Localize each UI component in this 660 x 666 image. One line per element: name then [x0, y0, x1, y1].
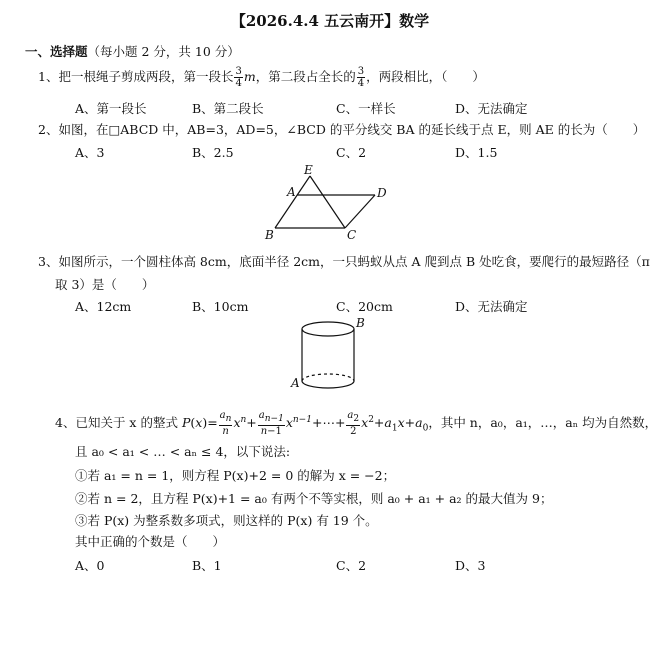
- section-note: （每小题 2 分，共 10 分）: [87, 44, 240, 59]
- q4-polynomial: P(x)= $\frac{a_n}{n}$ $x^n+$ $\frac{a_{n-1}}{n-1}$ $x^{n-1}+\cdots+$ $\frac{a_2}{2}$ $x^2+a_1x+a_0$: [181, 410, 429, 437]
- q3-option-c: C、20cm: [336, 299, 393, 314]
- q1-option-d: D、无法确定: [455, 101, 528, 116]
- q1-text-part3: ，两段相比，（ ）: [366, 69, 485, 84]
- parallelogram-figure: [255, 163, 395, 243]
- q1-text-part1: 1、把一根绳子剪成两段，第一段长: [38, 69, 234, 84]
- label-b: B: [265, 228, 274, 242]
- q1-unit: m: [243, 69, 256, 84]
- segment-ec: [310, 176, 345, 228]
- label-e: E: [304, 163, 313, 177]
- q2-option-a: A、3: [75, 145, 105, 160]
- q4-option-d: D、3: [455, 558, 486, 573]
- cylinder-bottom-back: [302, 374, 354, 381]
- question-4-line1: [55, 410, 657, 437]
- question-3-line2: 取 3）是（ ）: [55, 277, 155, 292]
- label-a: A: [287, 185, 296, 199]
- q4-poly-tail: ，其中 n，a₀，a₁，…，aₙ 均为自然数，: [428, 415, 658, 430]
- question-1: [38, 66, 485, 89]
- segment-dc: [345, 195, 375, 228]
- question-2: 2、如图，在□ABCD 中，AB=3，AD=5，∠BCD 的平分线交 BA 的延长线于点 E，则 AE 的长为（ ）: [38, 122, 646, 137]
- q1-fraction-ratio: [357, 66, 365, 89]
- q3-option-b: B、10cm: [192, 299, 249, 314]
- segment-be: [275, 176, 310, 228]
- q1-text-part2: ，第二段占全长的: [255, 69, 356, 84]
- q4-option-c: C、2: [336, 558, 367, 573]
- label-c: C: [347, 228, 357, 242]
- q2-option-d: D、1.5: [455, 145, 498, 160]
- q1-fraction-length: [234, 66, 242, 89]
- cylinder-bottom-front: [302, 381, 354, 388]
- section-label: 一、选择题: [25, 44, 88, 59]
- q4-statement-3: ③若 P(x) 为整系数多项式，则这样的 P(x) 有 19 个。: [75, 513, 378, 528]
- label-b: B: [356, 316, 365, 330]
- q1-option-a: A、第一段长: [75, 101, 147, 116]
- q1-option-b: B、第二段长: [192, 101, 264, 116]
- label-a: A: [291, 376, 300, 390]
- q1-option-c: C、一样长: [336, 101, 396, 116]
- q1-frac1-num: 3: [235, 66, 242, 77]
- question-3-line1: 3、如图所示，一个圆柱体高 8cm，底面半径 2cm，一只蚂蚁从点 A 爬到点 B 处吃食，要爬行的最短路径（π: [38, 254, 650, 269]
- q2-option-b: B、2.5: [192, 145, 234, 160]
- label-d: D: [377, 186, 387, 200]
- q3-option-a: A、12cm: [75, 299, 132, 314]
- cylinder-figure: [290, 315, 370, 395]
- q4-question: 其中正确的个数是（ ）: [75, 534, 226, 549]
- q4-option-b: B、1: [192, 558, 222, 573]
- q4-lead: 4、已知关于 x 的整式: [55, 415, 178, 430]
- cylinder-top: [302, 322, 354, 336]
- q2-option-c: C、2: [336, 145, 367, 160]
- question-4-line2: 且 a₀ < a₁ < … < aₙ ≤ 4，以下说法:: [75, 444, 291, 459]
- q4-statement-1: ①若 a₁ = n = 1，则方程 P(x)+2 = 0 的解为 x = −2；: [75, 468, 396, 483]
- q4-option-a: A、0: [75, 558, 105, 573]
- q1-frac2-num: 3: [357, 66, 365, 77]
- q1-frac1-den: 4: [235, 78, 242, 89]
- section-heading: [25, 42, 240, 60]
- page-title: 【2026.4.4 五云南开】数学: [230, 12, 430, 30]
- q4-statement-2: ②若 n = 2，且方程 P(x)+1 = a₀ 有两个不等实根，则 a₀ + a₁ + a₂ 的最大值为 9；: [75, 491, 553, 506]
- q1-frac2-den: 4: [357, 78, 365, 89]
- q3-option-d: D、无法确定: [455, 299, 528, 314]
